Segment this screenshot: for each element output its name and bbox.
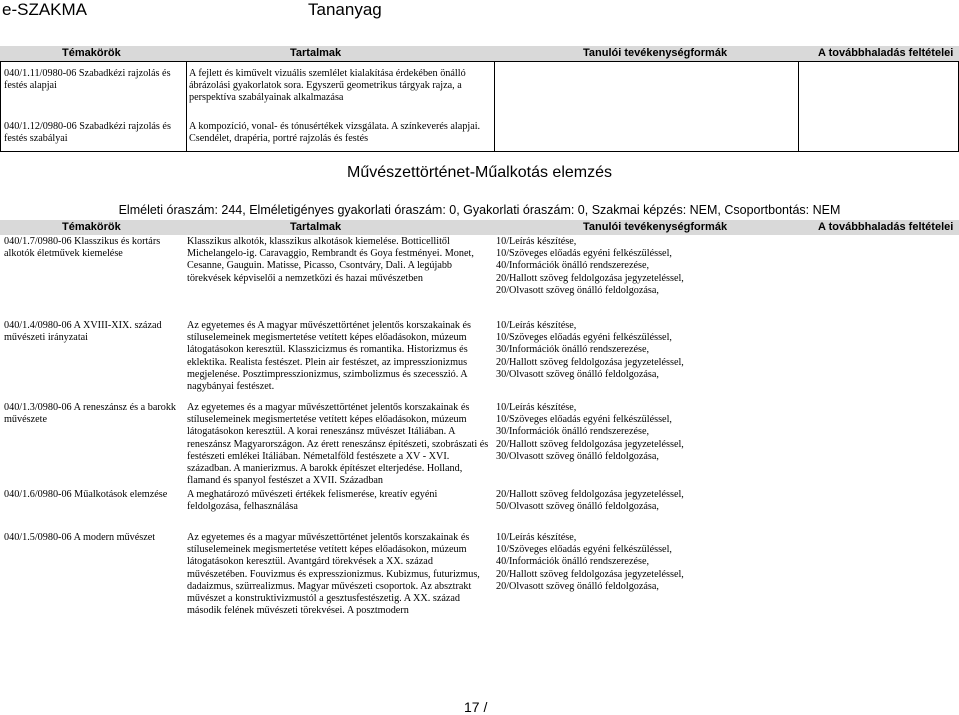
table-row-activities: 10/Leírás készítése, 10/Szöveges előadás egyéni felkészüléssel, 30/Információk önálló rendszerezése, 20/Hallott szöveg feldolgozása jegyzeteléssel, 30/Olvasott szöveg önálló feldolgozása, — [496, 402, 684, 462]
table-row-activities: 10/Leírás készítése, 10/Szöveges előadás egyéni felkészüléssel, 30/Információk önálló rendszerezése, 20/Hallott szöveg feldolgozása jegyzeteléssel, 30/Olvasott szöveg önálló feldolgozása, — [496, 320, 684, 380]
divider — [798, 61, 799, 152]
col-header-topics: Témakörök — [62, 221, 121, 233]
col-header-topics: Témakörök — [62, 47, 121, 59]
table-row-topic: 040/1.7/0980-06 Klasszikus és kortárs alkotók életművek kiemelése — [4, 236, 161, 260]
divider — [0, 61, 959, 62]
table-row-content: Az egyetemes és a magyar művészettörténet jelentős korszakainak és stíluselemeinek megismertetése vetített képes előadásokon, múzeum látogatásokon keresztül. Avantgárd törekvések a XX. század művészetében. Fouvizmus és expresszionizmus. Kubizmus, futurizmus, dadaizmus, szürrealizmus. Magyar művészeti csoportok. Az absztrakt művészet a konstruktivizmustól a gesztusfestészetig. A XX. század második felének művészeti törekvései. A posztmodern — [187, 532, 480, 617]
table-row-topic: 040/1.5/0980-06 A modern művészet — [4, 532, 156, 543]
divider — [494, 61, 495, 152]
page-title: Tananyag — [308, 0, 382, 19]
subject-title: Művészettörténet-Műalkotás elemzés — [347, 164, 612, 181]
table-row-content: A meghatározó művészeti értékek felismerése, kreatív egyéni feldolgozása, felhasználása — [187, 489, 438, 513]
col-header-activities: Tanulói tevékenységformák — [583, 47, 728, 59]
table-row-activities: 10/Leírás készítése, 10/Szöveges előadás egyéni felkészüléssel, 40/Információk önálló rendszerezése, 20/Hallott szöveg feldolgozása jegyzeteléssel, 20/Olvasott szöveg önálló feldolgozása, — [496, 532, 684, 592]
divider — [0, 61, 1, 152]
table-row-content: Az egyetemes és a magyar művészettörténet jelentős korszakainak és stíluselemeinek megismertetése vetített képes előadásokon, múzeum látogatásokon keresztül. A korai reneszánsz művészet Itáliában. A reneszánsz Magyarországon. Az érett reneszánsz építészeti, szobrászati és festészeti emlékei Itáliában. Németalföld festészete a XV - XVI. században. A manierizmus. A barokk építészet elterjedése. Holland, flamand és spanyol festészet a XVII. Században — [187, 402, 489, 487]
divider — [186, 61, 187, 152]
table-row-topic: 040/1.4/0980-06 A XVIII-XIX. század művészeti irányzatai — [4, 320, 162, 344]
col-header-contents: Tartalmak — [290, 47, 342, 59]
table-row-activities: 10/Leírás készítése, 10/Szöveges előadás egyéni felkészüléssel, 40/Információk önálló rendszerezése, 20/Hallott szöveg feldolgozása jegyzeteléssel, 20/Olvasott szöveg önálló feldolgozása, — [496, 236, 684, 296]
table-row-topic: 040/1.6/0980-06 Műalkotások elemzése — [4, 489, 168, 500]
app-name[interactable]: e-SZAKMA — [2, 0, 88, 19]
table-row-activities: 20/Hallott szöveg feldolgozása jegyzeteléssel, 50/Olvasott szöveg önálló feldolgozása, — [496, 489, 684, 513]
table-header — [0, 46, 959, 61]
table-row-content: Az egyetemes és A magyar művészettörténet jelentős korszakainak és stíluselemeinek megismertetése vetített képes előadásokon, múzeum látogatásokon keresztül. Klasszicizmus és romantika. Historizmus és eklektika. Realista festészet. Plein air festészet, az impresszionizmus megjelenése. Posztimpresszionizmus, szimbolizmus és szecesszió. A nagybányai festészet. — [187, 320, 472, 393]
subject-hours: Elméleti óraszám: 244, Elméletigényes gyakorlati óraszám: 0, Gyakorlati óraszám: 0, Szakmai képzés: NEM, Csoportbontás: NEM — [118, 203, 841, 217]
table-row-topic: 040/1.3/0980-06 A reneszánsz és a barokk művészete — [4, 402, 177, 426]
col-header-conditions: A továbbhaladás feltételei — [818, 47, 954, 59]
table-row-content: A kompozíció, vonal- és tónusértékek vizsgálata. A színkeverés alapjai. Csendélet, drapéria, portré rajzolás és festés — [189, 121, 481, 145]
col-header-conditions: A továbbhaladás feltételei — [818, 221, 954, 233]
page-number: 17 / — [464, 699, 488, 715]
table-row-topic: 040/1.12/0980-06 Szabadkézi rajzolás és festés szabályai — [4, 121, 171, 145]
col-header-contents: Tartalmak — [290, 221, 342, 233]
divider — [0, 151, 959, 152]
table-header — [0, 220, 959, 235]
table-row-topic: 040/1.11/0980-06 Szabadkézi rajzolás és festés alapjai — [4, 68, 171, 92]
col-header-activities: Tanulói tevékenységformák — [583, 221, 728, 233]
table-row-content: A fejlett és kiművelt vizuális szemlélet kialakítása érdekében önálló ábrázolási gyakorlatok sora. Egyszerű geometrikus tárgyak rajza, a perspektíva szabályainak alkalmazása — [189, 68, 466, 104]
table-row-content: Klasszikus alkotók, klasszikus alkotások kiemelése. Botticellitől Michelangelo-ig. Caravaggio, Rembrandt és Goya festményei. Monet, Cesanne, Gauguin. Matisse, Picasso, Csontváry, Dali. A legújabb törekvések képviselői a nemzetközi és hazai művészetben — [187, 236, 474, 284]
page-header — [0, 0, 959, 22]
